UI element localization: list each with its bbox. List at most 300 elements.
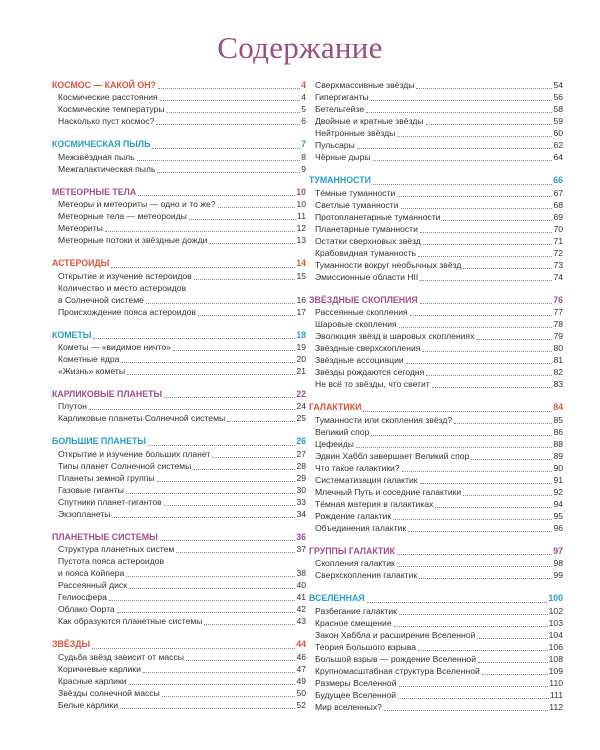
toc-entry[interactable] xyxy=(52,400,306,412)
toc-entry[interactable] xyxy=(309,342,563,354)
toc-section-heading[interactable] xyxy=(309,174,563,186)
toc-entry[interactable] xyxy=(309,378,563,390)
toc-section-heading[interactable] xyxy=(52,79,306,91)
entry-title: Пульсары xyxy=(315,140,355,151)
dot-leader xyxy=(356,447,552,448)
entry-title: Красные карлики xyxy=(58,675,127,686)
dot-leader xyxy=(406,363,553,364)
toc-entry[interactable] xyxy=(309,557,563,569)
entry-title: Большой взрыв — рождение Вселенной xyxy=(315,653,476,664)
dot-leader xyxy=(212,457,295,458)
toc-entry[interactable] xyxy=(309,426,563,438)
dot-leader xyxy=(160,100,301,101)
dot-leader xyxy=(120,708,295,709)
dot-leader xyxy=(416,88,552,89)
dot-leader xyxy=(176,552,295,553)
toc-section xyxy=(52,79,306,127)
dot-leader xyxy=(478,662,548,663)
toc-entry[interactable] xyxy=(309,701,563,713)
page-number: 102 xyxy=(548,605,563,616)
dot-leader xyxy=(112,517,295,518)
toc-section xyxy=(309,401,563,534)
page-number: 74 xyxy=(553,271,563,282)
page-number: 109 xyxy=(548,665,563,676)
page-number: 64 xyxy=(553,152,563,163)
page-number: 98 xyxy=(553,558,563,569)
section-title: ЗВЁЗДЫ xyxy=(52,639,91,650)
dot-leader xyxy=(410,315,553,316)
toc-entry[interactable] xyxy=(309,235,563,247)
page-number: 59 xyxy=(553,116,563,127)
entry-title: Открытие и изучение больших планет xyxy=(58,448,211,459)
page-number: 42 xyxy=(296,604,306,615)
entry-title: Спутники планет-гигантов xyxy=(58,496,162,507)
toc-entry[interactable] xyxy=(309,223,563,235)
page-number: 58 xyxy=(553,104,563,115)
page-number: 90 xyxy=(553,462,563,473)
page-number: 95 xyxy=(553,510,563,521)
entry-title: Туманности вокруг необычных звёзд xyxy=(315,259,462,270)
page-number: 29 xyxy=(296,472,306,483)
dot-leader xyxy=(482,674,548,675)
entry-title: Тёмная материя в галактиках xyxy=(315,498,434,509)
page-number: 46 xyxy=(296,651,306,662)
dot-leader xyxy=(89,409,296,410)
toc-section-heading[interactable] xyxy=(309,592,563,604)
section-title: МЕТЕОРНЫЕ ТЕЛА xyxy=(52,186,137,197)
dot-leader xyxy=(121,362,295,363)
entry-title: Метеориты xyxy=(58,223,103,234)
dot-leader xyxy=(152,148,300,149)
dot-leader xyxy=(423,244,553,245)
toc-entry[interactable] xyxy=(52,222,306,234)
page-number: 33 xyxy=(296,496,306,507)
dot-leader xyxy=(167,112,301,113)
toc-entry[interactable] xyxy=(309,474,563,486)
toc-entry[interactable] xyxy=(309,199,563,211)
page-number: 36 xyxy=(296,531,306,542)
toc-section-heading[interactable] xyxy=(52,638,306,650)
toc-entry[interactable] xyxy=(309,641,563,653)
dot-leader xyxy=(93,338,295,339)
entry-title: Рождение галактик xyxy=(315,510,392,521)
entry-title: и пояса Койпера xyxy=(58,568,125,579)
toc-entry[interactable] xyxy=(52,365,306,377)
toc-entry[interactable] xyxy=(309,677,563,689)
entry-title: Карликовые планеты Солнечной системы xyxy=(58,413,226,424)
page-number: 27 xyxy=(296,448,306,459)
entry-title: Газовые гиганты xyxy=(58,484,124,495)
toc-entry[interactable] xyxy=(309,211,563,223)
page-number: 30 xyxy=(296,484,306,495)
toc-entry[interactable] xyxy=(52,210,306,222)
toc-entry[interactable] xyxy=(309,486,563,498)
dot-leader xyxy=(420,483,553,484)
toc-section-heading[interactable] xyxy=(52,257,306,269)
entry-title: Метеорные потоки и звёздные дожди xyxy=(58,235,208,246)
toc-entry[interactable] xyxy=(52,603,306,615)
toc-entry[interactable] xyxy=(52,294,306,306)
dot-leader xyxy=(463,268,552,269)
toc-entry[interactable] xyxy=(52,663,306,675)
page-number: 67 xyxy=(553,187,563,198)
toc-entry[interactable] xyxy=(52,460,306,472)
toc-entry[interactable] xyxy=(309,510,563,522)
entry-title: Мир вселенных? xyxy=(315,701,382,712)
entry-title: Метеорные тела — метеороиды xyxy=(58,211,187,222)
toc-section-heading[interactable] xyxy=(52,388,306,400)
dot-leader xyxy=(418,256,552,257)
toc-entry[interactable] xyxy=(309,103,563,115)
toc-entry[interactable] xyxy=(309,665,563,677)
toc-entry[interactable] xyxy=(52,508,306,520)
page-number: 60 xyxy=(553,128,563,139)
page-number: 40 xyxy=(296,580,306,591)
page-number: 47 xyxy=(296,663,306,674)
page-number: 106 xyxy=(548,641,563,652)
toc-section xyxy=(52,388,306,424)
toc-section-heading[interactable] xyxy=(309,294,563,306)
dot-leader xyxy=(109,600,296,601)
dot-leader xyxy=(397,566,553,567)
section-title: ГРУППЫ ГАЛАКТИК xyxy=(309,545,395,556)
dot-leader xyxy=(373,184,552,185)
page-number: 110 xyxy=(549,677,563,688)
page-number: 50 xyxy=(296,687,306,698)
toc-entry[interactable] xyxy=(309,306,563,318)
toc-section xyxy=(52,138,306,174)
page-number: 71 xyxy=(553,235,563,246)
dot-leader xyxy=(477,638,547,639)
page-number: 10 xyxy=(296,199,306,210)
page-number: 21 xyxy=(296,366,306,377)
toc-entry[interactable] xyxy=(309,450,563,462)
page-number: 108 xyxy=(548,653,563,664)
page-number: 81 xyxy=(553,355,563,366)
toc-entry[interactable] xyxy=(309,366,563,378)
entry-title: Звёзды солнечной массы xyxy=(58,687,160,698)
page-number: 4 xyxy=(301,80,306,90)
entry-title: Эмиссионные области HII xyxy=(315,271,419,282)
section-title: КОСМОС — КАКОЙ ОН? xyxy=(52,80,156,90)
dot-leader xyxy=(402,471,553,472)
toc-entry[interactable] xyxy=(52,270,306,282)
page-number: 44 xyxy=(296,639,306,650)
page-number: 68 xyxy=(553,199,563,210)
page-number: 79 xyxy=(553,331,563,342)
dot-leader xyxy=(384,710,548,711)
dot-leader xyxy=(393,519,552,520)
page-number: 14 xyxy=(296,258,306,269)
entry-title: в Солнечной системе xyxy=(58,294,144,305)
entry-title: Цефеиды xyxy=(315,438,354,449)
toc-entry[interactable] xyxy=(52,91,306,103)
toc-entry[interactable] xyxy=(52,651,306,663)
page-number: 94 xyxy=(553,498,563,509)
dot-leader xyxy=(419,578,552,579)
dot-leader xyxy=(157,172,300,173)
page-number: 99 xyxy=(553,570,563,581)
toc-entry[interactable] xyxy=(309,689,563,701)
dot-leader xyxy=(127,374,295,375)
dot-leader xyxy=(126,576,295,577)
toc-entry[interactable] xyxy=(309,259,563,271)
toc-entry[interactable] xyxy=(52,579,306,591)
page-number: 76 xyxy=(553,294,563,305)
toc-entry[interactable] xyxy=(52,163,306,175)
page-number: 28 xyxy=(296,460,306,471)
page-number: 96 xyxy=(553,522,563,533)
entry-title: Гелиосфера xyxy=(58,592,107,603)
page-number: 20 xyxy=(296,354,306,364)
section-title: КОМЕТЫ xyxy=(52,329,92,340)
page-number: 9 xyxy=(301,163,306,174)
dot-leader xyxy=(397,554,552,555)
page-number: 10 xyxy=(296,186,306,197)
page-number: 103 xyxy=(548,617,563,628)
dot-leader xyxy=(418,650,548,651)
toc-entry[interactable] xyxy=(52,567,306,579)
dot-leader xyxy=(420,232,553,233)
toc-section-heading[interactable] xyxy=(309,401,563,413)
toc-entry[interactable] xyxy=(309,151,563,163)
entry-title: Не всё то звёзды, что светит xyxy=(315,379,430,390)
dot-leader xyxy=(157,481,296,482)
dot-leader xyxy=(138,195,295,196)
dot-leader xyxy=(397,196,552,197)
dot-leader xyxy=(156,124,300,125)
toc-entry[interactable] xyxy=(309,498,563,510)
toc-entry[interactable] xyxy=(309,414,563,426)
toc-section xyxy=(52,531,306,628)
toc-entry[interactable] xyxy=(52,448,306,460)
dot-leader xyxy=(463,495,552,496)
page-number: 11 xyxy=(297,211,306,222)
toc-entry[interactable] xyxy=(309,605,563,617)
section-title: КАРЛИКОВЫЕ ПЛАНЕТЫ xyxy=(52,389,163,400)
page-number: 54 xyxy=(553,80,563,90)
page-number: 73 xyxy=(553,259,563,270)
toc-entry[interactable] xyxy=(52,151,306,163)
toc-entry[interactable] xyxy=(52,484,306,496)
entry-title: Сверхмассивные звёзды xyxy=(315,80,415,90)
page-number: 17 xyxy=(296,306,306,317)
page-number: 52 xyxy=(296,699,306,710)
page-number: 100 xyxy=(548,593,563,604)
toc-entry[interactable] xyxy=(52,591,306,603)
entry-title: Теория Большого взрыва xyxy=(315,641,417,652)
dot-leader xyxy=(111,267,295,268)
toc-entry[interactable] xyxy=(309,79,563,91)
section-title: КОСМИЧЕСКАЯ ПЫЛЬ xyxy=(52,139,151,150)
toc-entry[interactable] xyxy=(52,543,306,555)
toc-entry[interactable] xyxy=(309,617,563,629)
page-number: 15 xyxy=(296,270,306,281)
toc-entry[interactable] xyxy=(309,139,563,151)
entry-title: Крупномасштабная структура Вселенной xyxy=(315,665,480,676)
dot-leader xyxy=(194,279,296,280)
toc-entry[interactable] xyxy=(52,103,306,115)
entry-title: Млечный Путь и соседние галактики xyxy=(315,486,462,497)
entry-title: Рассеянные скопления xyxy=(315,307,408,318)
section-title: АСТЕРОИДЫ xyxy=(52,258,110,269)
dot-leader xyxy=(160,540,295,541)
page-number: 18 xyxy=(296,329,306,340)
toc-entry[interactable] xyxy=(52,687,306,699)
section-title: ПЛАНЕТНЫЕ СИСТЕМЫ xyxy=(52,531,158,542)
page-number: 84 xyxy=(553,402,563,413)
dot-leader xyxy=(397,136,552,137)
toc-section xyxy=(52,257,306,317)
toc-section xyxy=(52,435,306,520)
toc-entry[interactable] xyxy=(52,675,306,687)
dot-leader xyxy=(164,505,296,506)
dot-leader xyxy=(186,660,296,661)
page-number: 112 xyxy=(549,701,563,712)
dot-leader xyxy=(432,387,553,388)
dot-leader xyxy=(357,148,553,149)
page-number: 41 xyxy=(296,592,306,603)
toc-right-column xyxy=(309,79,563,724)
toc-section-heading[interactable] xyxy=(52,138,306,150)
dot-leader xyxy=(204,624,295,625)
toc-section-heading[interactable] xyxy=(52,186,306,198)
section-title: ВСЕЛЕННАЯ xyxy=(309,593,365,604)
toc-entry[interactable] xyxy=(52,353,306,365)
entry-title: Двойные и кратные звёзды xyxy=(315,116,424,127)
page-number: 88 xyxy=(553,438,563,449)
dot-leader xyxy=(399,686,549,687)
dot-leader xyxy=(398,698,549,699)
dot-leader xyxy=(373,160,553,161)
dot-leader xyxy=(209,243,295,244)
page-number: 83 xyxy=(553,379,563,390)
toc-entry[interactable] xyxy=(309,247,563,259)
page-number: 82 xyxy=(553,367,563,378)
page-number: 72 xyxy=(553,247,563,258)
toc-entry[interactable] xyxy=(309,438,563,450)
dot-leader xyxy=(137,160,301,161)
toc-section-heading[interactable] xyxy=(52,329,306,341)
page-number: 66 xyxy=(553,175,563,186)
toc-section-heading[interactable] xyxy=(52,531,306,543)
toc-entry[interactable] xyxy=(309,569,563,581)
toc-entry[interactable] xyxy=(309,91,563,103)
dot-leader xyxy=(193,469,295,470)
toc-entry[interactable] xyxy=(309,653,563,665)
entry-title: Насколько пуст космос? xyxy=(58,116,155,127)
toc-section xyxy=(309,592,563,713)
dot-leader xyxy=(371,100,553,101)
entry-title: Звёздные сверхскопления xyxy=(315,343,421,354)
dot-leader xyxy=(366,112,552,113)
page-number: 89 xyxy=(553,450,563,461)
toc-entry[interactable] xyxy=(52,472,306,484)
toc-entry[interactable] xyxy=(52,412,306,424)
toc-section-heading[interactable] xyxy=(309,545,563,557)
page-number: 13 xyxy=(296,235,306,246)
toc-entry[interactable] xyxy=(309,127,563,139)
toc-section xyxy=(309,174,563,283)
entry-title: Закон Хаббла и расширение Вселенной xyxy=(315,629,476,640)
page-number: 104 xyxy=(548,629,563,640)
toc-entry[interactable] xyxy=(309,187,563,199)
entry-title: Облако Оорта xyxy=(58,604,115,615)
entry-title: Как образуются планетные системы xyxy=(58,616,203,627)
entry-title: Шаровые скопления xyxy=(315,319,397,330)
entry-title: Нейтронные звёзды xyxy=(315,128,396,139)
entry-title: Великий спор xyxy=(315,426,370,437)
toc-entry[interactable] xyxy=(52,306,306,318)
page-number: 86 xyxy=(553,426,563,437)
toc-entry[interactable] xyxy=(309,318,563,330)
toc-entry[interactable] xyxy=(309,115,563,127)
page-title: Содержание xyxy=(217,30,383,65)
toc-section xyxy=(52,638,306,710)
entry-title: Красное смещение xyxy=(315,617,392,628)
dot-leader xyxy=(148,445,295,446)
toc-section xyxy=(309,545,563,581)
toc-entry[interactable] xyxy=(309,354,563,366)
entry-title: Космические температуры xyxy=(58,104,165,115)
toc-entry[interactable] xyxy=(52,496,306,508)
entry-title: Крабовидная туманность xyxy=(315,247,417,258)
entry-title: Что такое галактики? xyxy=(315,462,400,473)
entry-title: Метеоры и метеориты — одно и то же? xyxy=(58,199,216,210)
dot-leader xyxy=(399,614,548,615)
page-number: 7 xyxy=(301,139,306,150)
dot-leader xyxy=(426,124,553,125)
entry-title: Гипергиганты xyxy=(315,92,369,103)
page-number: 6 xyxy=(301,116,306,127)
toc-entry[interactable] xyxy=(309,271,563,283)
entry-title: Остатки сверхновых звёзд xyxy=(315,235,421,246)
page-number: 69 xyxy=(553,211,563,222)
page-number: 19 xyxy=(296,341,306,352)
toc-entry[interactable] xyxy=(52,615,306,627)
entry-title: Разбегание галактик xyxy=(315,605,397,616)
entry-title: Звёздные ассоциации xyxy=(315,355,404,366)
dot-leader xyxy=(426,375,552,376)
entry-title: Кометные ядра xyxy=(58,354,120,364)
entry-title: Коричневые карлики xyxy=(58,663,141,674)
dot-leader xyxy=(420,303,552,304)
dot-leader xyxy=(129,588,295,589)
entry-title: Плутон xyxy=(58,401,87,412)
toc-entry[interactable] xyxy=(52,115,306,127)
toc-entry[interactable] xyxy=(52,198,306,210)
toc-entry[interactable] xyxy=(309,522,563,534)
entry-title: Космические расстояния xyxy=(58,92,158,103)
toc-entry[interactable] xyxy=(309,629,563,641)
toc-entry[interactable] xyxy=(52,699,306,711)
entry-title: Сверхскопления галактик xyxy=(315,570,418,581)
toc-entry[interactable] xyxy=(52,234,306,246)
page-number: 92 xyxy=(553,486,563,497)
dot-leader xyxy=(158,88,300,89)
toc-section-heading[interactable] xyxy=(52,435,306,447)
dot-leader xyxy=(105,231,296,232)
toc-entry[interactable] xyxy=(309,330,563,342)
dot-leader xyxy=(143,672,296,673)
page-number: 78 xyxy=(553,319,563,330)
entry-title: Тёмные туманности xyxy=(315,187,396,198)
toc-entry[interactable] xyxy=(52,341,306,353)
entry-title: Звёзды рождаются сегодня xyxy=(315,367,425,378)
toc-entry[interactable] xyxy=(309,462,563,474)
entry-title: Межзвёздная пыль xyxy=(58,151,135,162)
entry-title: Размеры Вселенной xyxy=(315,677,397,688)
